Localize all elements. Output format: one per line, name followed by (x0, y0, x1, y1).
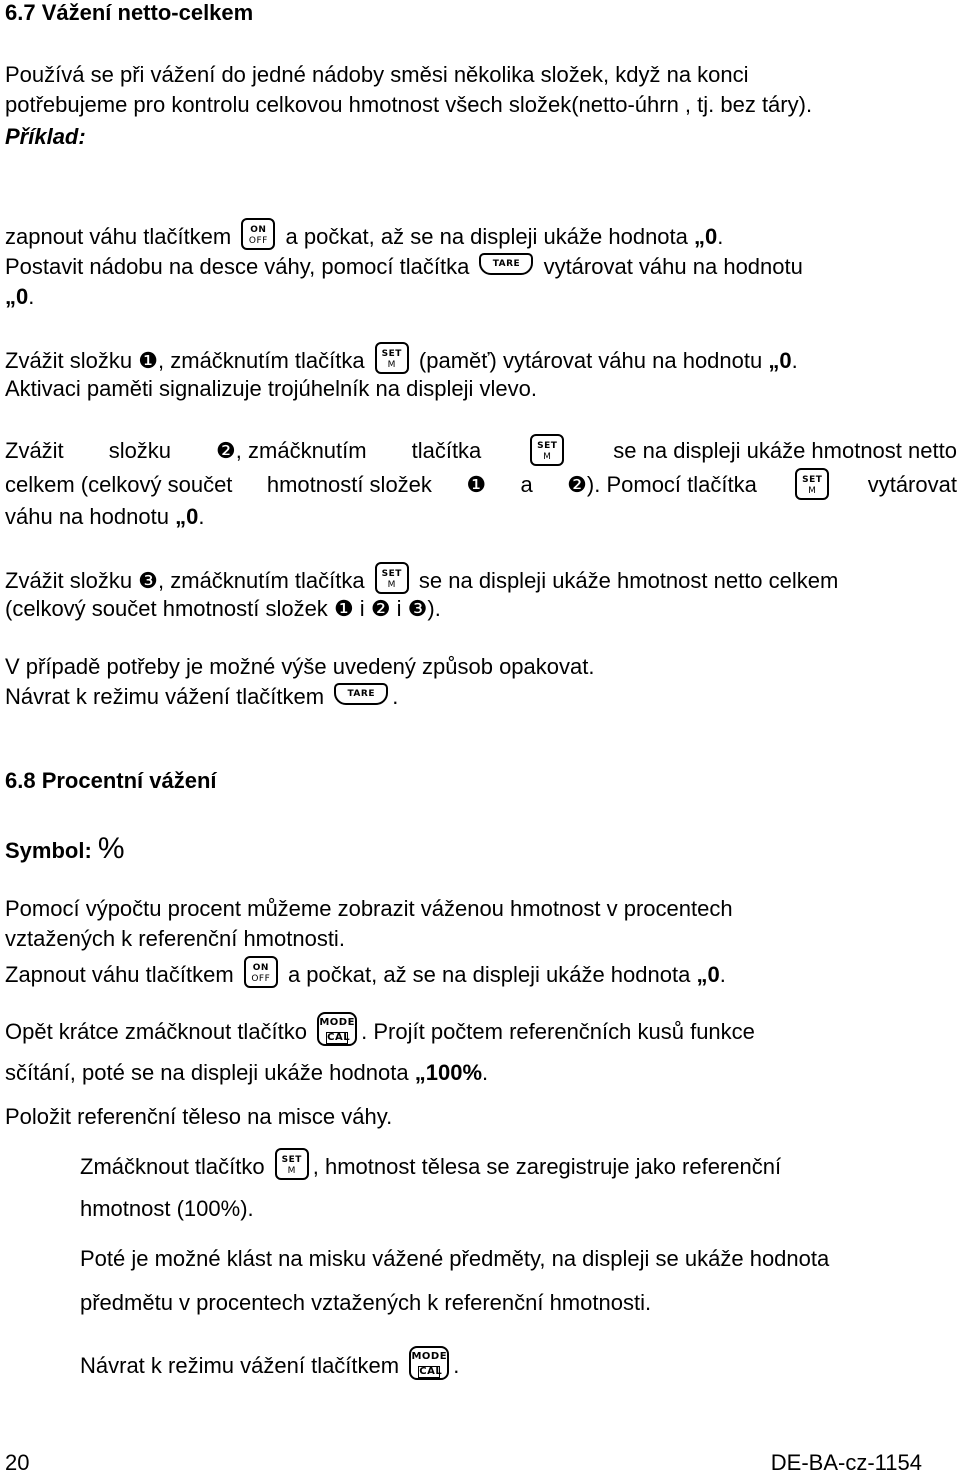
on-off-key-icon (241, 218, 275, 250)
key-label-m: M (287, 1166, 296, 1176)
text: i (396, 596, 402, 621)
text: celkem (celkový součet (5, 472, 233, 497)
component-1-icon: ❶ (333, 596, 354, 621)
paragraph-press-set-line2: hmotnost (100%). (80, 1196, 254, 1221)
symbol-line (5, 832, 125, 865)
value-100-percent: „100% (414, 1060, 483, 1085)
document-code: DE-BA-cz-1154 (770, 1450, 922, 1475)
example-label: Příklad: (5, 124, 86, 149)
paragraph-press-set (80, 1152, 781, 1184)
component-3-icon: ❸ (407, 596, 428, 621)
key-label-off: OFF (248, 236, 268, 246)
component-1-icon: ❶ (466, 472, 487, 497)
key-label-set: SET (381, 349, 402, 359)
paragraph-tare (5, 254, 803, 280)
text: . (28, 284, 35, 309)
mode-cal-key-icon (317, 1012, 357, 1046)
text: . (453, 1352, 460, 1378)
text: Opět krátce zmáčknout tlačítko (5, 1018, 308, 1044)
text: sčítání, poté se na displeji ukáže hodnota (5, 1060, 409, 1085)
key-label-tare: TARE (347, 689, 375, 700)
tare-key-icon (479, 253, 533, 275)
text: tlačítka (411, 438, 482, 463)
value-zero: „0 (768, 347, 792, 373)
section-6-8-heading: 6.8 Procentní vážení (5, 768, 217, 793)
paragraph-weigh-2-line3 (5, 504, 204, 530)
text: Zvážit (5, 438, 64, 463)
key-label-m: M (543, 452, 552, 462)
paragraph-percent-power-on (5, 960, 726, 992)
text: složku (108, 438, 172, 463)
paragraph-mode-line2 (5, 1060, 488, 1086)
text: a (520, 472, 533, 497)
key-label-tare: TARE (492, 259, 521, 270)
text: . Projít počtem referenčních kusů funkce (361, 1018, 755, 1044)
text: váhu na hodnotu (5, 504, 169, 529)
set-m-key-icon (375, 342, 409, 374)
text: zapnout váhu tlačítkem (5, 223, 232, 249)
paragraph-weigh-1 (5, 346, 798, 378)
text: i (359, 596, 365, 621)
value-zero: „0 (696, 961, 720, 987)
key-label-set: SET (381, 569, 402, 579)
text: ). Pomocí tlačítka (586, 472, 757, 497)
key-label-mode: MODE (411, 1351, 448, 1362)
key-label-off: OFF (251, 974, 271, 984)
percent-symbol: % (97, 832, 125, 865)
text: . (482, 1060, 489, 1085)
symbol-label: Symbol: (5, 838, 92, 863)
paragraph-mode (5, 1016, 755, 1050)
text: se na displeji ukáže hmotnost netto celkem (418, 567, 839, 593)
text: . (392, 684, 399, 709)
key-label-mode: MODE (319, 1017, 355, 1028)
paragraph-return (5, 684, 398, 710)
paragraph-weigh-1-line2: Aktivaci paměti signalizuje trojúhelník na displeji vlevo. (5, 376, 537, 401)
paragraph-percent-return (80, 1350, 459, 1384)
paragraph-place-items-line2: předmětu v procentech vztažených k referenční hmotnosti. (80, 1290, 652, 1315)
text: , hmotnost tělesa se zaregistruje jako referenční (312, 1153, 782, 1179)
text: (paměť) vytárovat váhu na hodnotu (418, 347, 763, 373)
component-1-icon: ❶ (138, 347, 159, 373)
text: (celkový součet hmotností složek (5, 596, 328, 621)
section-6-7-heading: 6.7 Vážení netto-celkem (5, 0, 254, 25)
intro-line-2: potřebujeme pro kontrolu celkovou hmotnost všech složek(netto-úhrn , tj. bez táry). (5, 92, 813, 117)
text: Zvážit složku (5, 347, 133, 373)
key-label-m: M (808, 486, 817, 496)
text: Postavit nádobu na desce váhy, pomocí tlačítka (5, 254, 470, 279)
text: hmotností složek (266, 472, 432, 497)
text: ). (427, 596, 441, 621)
text: , zmáčknutím tlačítka (158, 347, 365, 373)
text: Zmáčknout tlačítko (80, 1153, 265, 1179)
set-m-key-icon (275, 1148, 309, 1180)
paragraph-weigh-3 (5, 566, 838, 598)
paragraph-weigh-2 (5, 438, 957, 470)
text: . (198, 504, 205, 529)
key-label-set: SET (537, 441, 558, 451)
text: , zmáčknutím tlačítka (158, 567, 365, 593)
text: , zmáčknutím (235, 438, 367, 463)
value-zero: „0 (694, 223, 718, 249)
set-m-key-icon (795, 468, 829, 500)
percent-intro-line-2: vztažených k referenční hmotnosti. (5, 926, 345, 951)
value-zero: „0 (175, 504, 199, 529)
component-2-icon: ❷ (216, 438, 236, 463)
key-label-on: ON (252, 963, 269, 973)
paragraph-repeat: V případě potřeby je možné výše uvedený způsob opakovat. (5, 654, 595, 679)
component-2-icon: ❷ (370, 596, 391, 621)
text: Zapnout váhu tlačítkem (5, 961, 234, 987)
paragraph-weigh-3-line2 (5, 596, 441, 622)
set-m-key-icon (375, 562, 409, 594)
paragraph-tare-line2 (5, 284, 34, 310)
key-label-set: SET (802, 475, 823, 485)
paragraph-power-on (5, 222, 723, 254)
text: vytárovat váhu na hodnotu (543, 254, 803, 279)
set-m-key-icon (530, 434, 564, 466)
text: . (717, 223, 724, 249)
paragraph-weigh-2-line2 (5, 472, 957, 504)
text: Návrat k režimu vážení tlačítkem (80, 1352, 400, 1378)
on-off-key-icon (244, 956, 278, 988)
text: vytárovat (867, 472, 957, 497)
component-2-icon: ❷ (567, 472, 587, 497)
component-3-icon: ❸ (138, 567, 159, 593)
paragraph-place-items: Poté je možné klást na misku vážené předměty, na displeji se ukáže hodnota (80, 1246, 830, 1271)
intro-line-1: Používá se při vážení do jedné nádoby směsi několika složek, když na konci (5, 62, 749, 87)
text: Zvážit složku (5, 567, 133, 593)
key-label-on: ON (250, 225, 267, 235)
text: se na displeji ukáže hmotnost netto (613, 438, 957, 463)
text: Návrat k režimu vážení tlačítkem (5, 684, 325, 709)
paragraph-place-reference: Položit referenční těleso na misce váhy. (5, 1104, 393, 1129)
text: a počkat, až se na displeji ukáže hodnota (285, 223, 688, 249)
text: . (791, 347, 798, 373)
mode-cal-key-icon (409, 1346, 449, 1380)
page-number: 20 (5, 1450, 30, 1475)
tare-key-icon (334, 683, 388, 705)
key-label-m: M (387, 580, 396, 590)
key-label-cal: CAL (419, 1366, 443, 1377)
key-label-set: SET (281, 1155, 302, 1165)
value-zero: „0 (5, 284, 29, 309)
key-label-m: M (387, 360, 396, 370)
text: . (719, 961, 726, 987)
percent-intro-line-1: Pomocí výpočtu procent můžeme zobrazit váženou hmotnost v procentech (5, 896, 733, 921)
text: a počkat, až se na displeji ukáže hodnota (287, 961, 691, 987)
key-label-cal: CAL (327, 1032, 351, 1043)
